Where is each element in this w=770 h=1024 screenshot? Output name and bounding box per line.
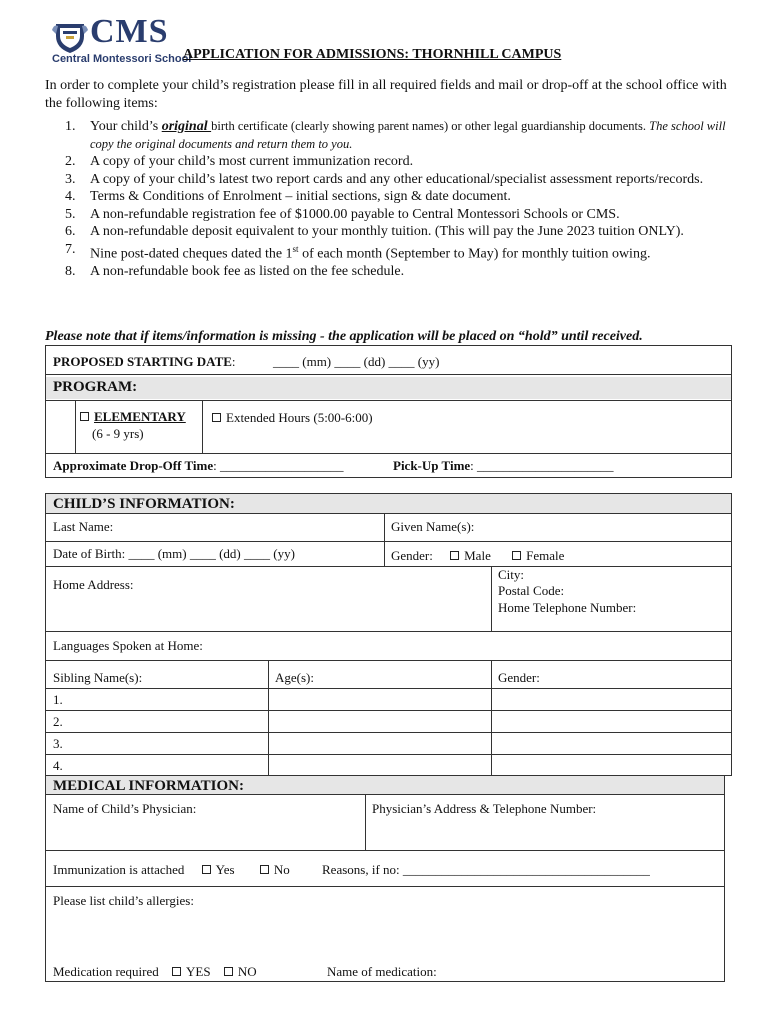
- last-name-field[interactable]: Last Name:: [53, 519, 114, 534]
- checkbox-icon[interactable]: [202, 865, 211, 874]
- list-item: 6. A non-refundable deposit equivalent to your monthly tuition. (This will pay the June 2023 tuition ONLY).: [65, 224, 684, 239]
- shield-icon: [52, 22, 88, 54]
- page-title: APPLICATION FOR ADMISSIONS: THORNHILL CAMPUS: [183, 47, 562, 62]
- city-field[interactable]: City:: [498, 567, 525, 582]
- checkbox-icon[interactable]: [450, 551, 459, 560]
- immunization-field[interactable]: Immunization is attached Yes No: [53, 862, 290, 877]
- pickup-time-field[interactable]: Pick-Up Time: _____________________: [393, 458, 614, 473]
- home-address-field[interactable]: Home Address:: [53, 577, 134, 592]
- sibling-gender-header: Gender:: [498, 670, 540, 685]
- list-item: 7. Nine post-dated cheques dated the 1st of each month (September to May) for monthly tuition owing.: [65, 241, 651, 262]
- table-row[interactable]: 3.: [53, 736, 63, 751]
- sibling-ages-header: Age(s):: [275, 670, 314, 685]
- allergies-field[interactable]: Please list child’s allergies:: [53, 893, 194, 908]
- table-row[interactable]: 4.: [53, 758, 63, 773]
- dropoff-time-field[interactable]: Approximate Drop-Off Time: ___________________: [53, 458, 344, 473]
- home-phone-field[interactable]: Home Telephone Number:: [498, 600, 637, 615]
- checkbox-icon[interactable]: [212, 413, 221, 422]
- required-items-list: [65, 118, 730, 280]
- gender-field[interactable]: Gender: Male Female: [391, 548, 565, 563]
- sibling-names-header: Sibling Name(s):: [53, 670, 143, 685]
- checkbox-icon[interactable]: [224, 967, 233, 976]
- languages-field[interactable]: Languages Spoken at Home:: [53, 638, 203, 653]
- elementary-option[interactable]: ELEMENTARY: [80, 409, 186, 425]
- proposed-start-date[interactable]: PROPOSED STARTING DATE:: [53, 354, 236, 369]
- logo-subtitle: Central Montessori School: [52, 53, 192, 65]
- intro-text: In order to complete your child’s registration please fill in all required fields and mail or drop-off at the school office with the following items:: [45, 78, 727, 111]
- list-item: 1. Your child’s original birth certificate (clearly showing parent names) or other legal guardianship documents. The school will copy the original documents and return them to you.: [65, 119, 726, 151]
- checkbox-icon[interactable]: [80, 412, 89, 421]
- missing-info-warning: Please note that if items/information is missing - the application will be placed on “hold” until received.: [45, 329, 643, 344]
- immunization-reasons-field[interactable]: Reasons, if no: ______________________________________: [322, 862, 650, 877]
- checkbox-icon[interactable]: [260, 865, 269, 874]
- postal-code-field[interactable]: Postal Code:: [498, 583, 565, 598]
- checkbox-icon[interactable]: [172, 967, 181, 976]
- extended-hours-option[interactable]: Extended Hours (5:00-6:00): [212, 410, 373, 426]
- medication-required-field[interactable]: Medication required YES NO: [53, 964, 257, 979]
- list-item: 3. A copy of your child’s latest two report cards and any other educational/specialist assessment reports/records.: [65, 171, 704, 187]
- medical-info-heading: MEDICAL INFORMATION:: [46, 776, 724, 794]
- list-item: 4. Terms & Conditions of Enrolment – initial sections, sign & date document.: [65, 189, 511, 204]
- list-item: 5. A non-refundable registration fee of $1000.00 payable to Central Montessori Schools or CMS.: [65, 206, 620, 222]
- given-names-field[interactable]: Given Name(s):: [391, 519, 475, 534]
- date-of-birth-field[interactable]: Date of Birth: ____ (mm) ____ (dd) ____ (yy): [53, 546, 295, 561]
- logo-wordmark: CMS: [90, 13, 169, 50]
- list-item: 2. A copy of your child’s most current immunization record.: [65, 154, 414, 169]
- physician-address-field[interactable]: Physician’s Address & Telephone Number:: [372, 801, 597, 816]
- start-date-fields[interactable]: ____ (mm) ____ (dd) ____ (yy): [273, 354, 440, 369]
- medication-name-field[interactable]: Name of medication:: [327, 964, 437, 979]
- elementary-ages: (6 - 9 yrs): [92, 426, 144, 441]
- table-row[interactable]: 2.: [53, 714, 63, 729]
- program-heading: PROGRAM:: [46, 377, 731, 399]
- child-info-heading: CHILD’S INFORMATION:: [46, 494, 731, 513]
- checkbox-icon[interactable]: [512, 551, 521, 560]
- child-info-box: [45, 493, 732, 776]
- physician-name-field[interactable]: Name of Child’s Physician:: [53, 801, 197, 816]
- table-row[interactable]: 1.: [53, 692, 63, 707]
- list-item: 8. A non-refundable book fee as listed on the fee schedule.: [65, 263, 405, 279]
